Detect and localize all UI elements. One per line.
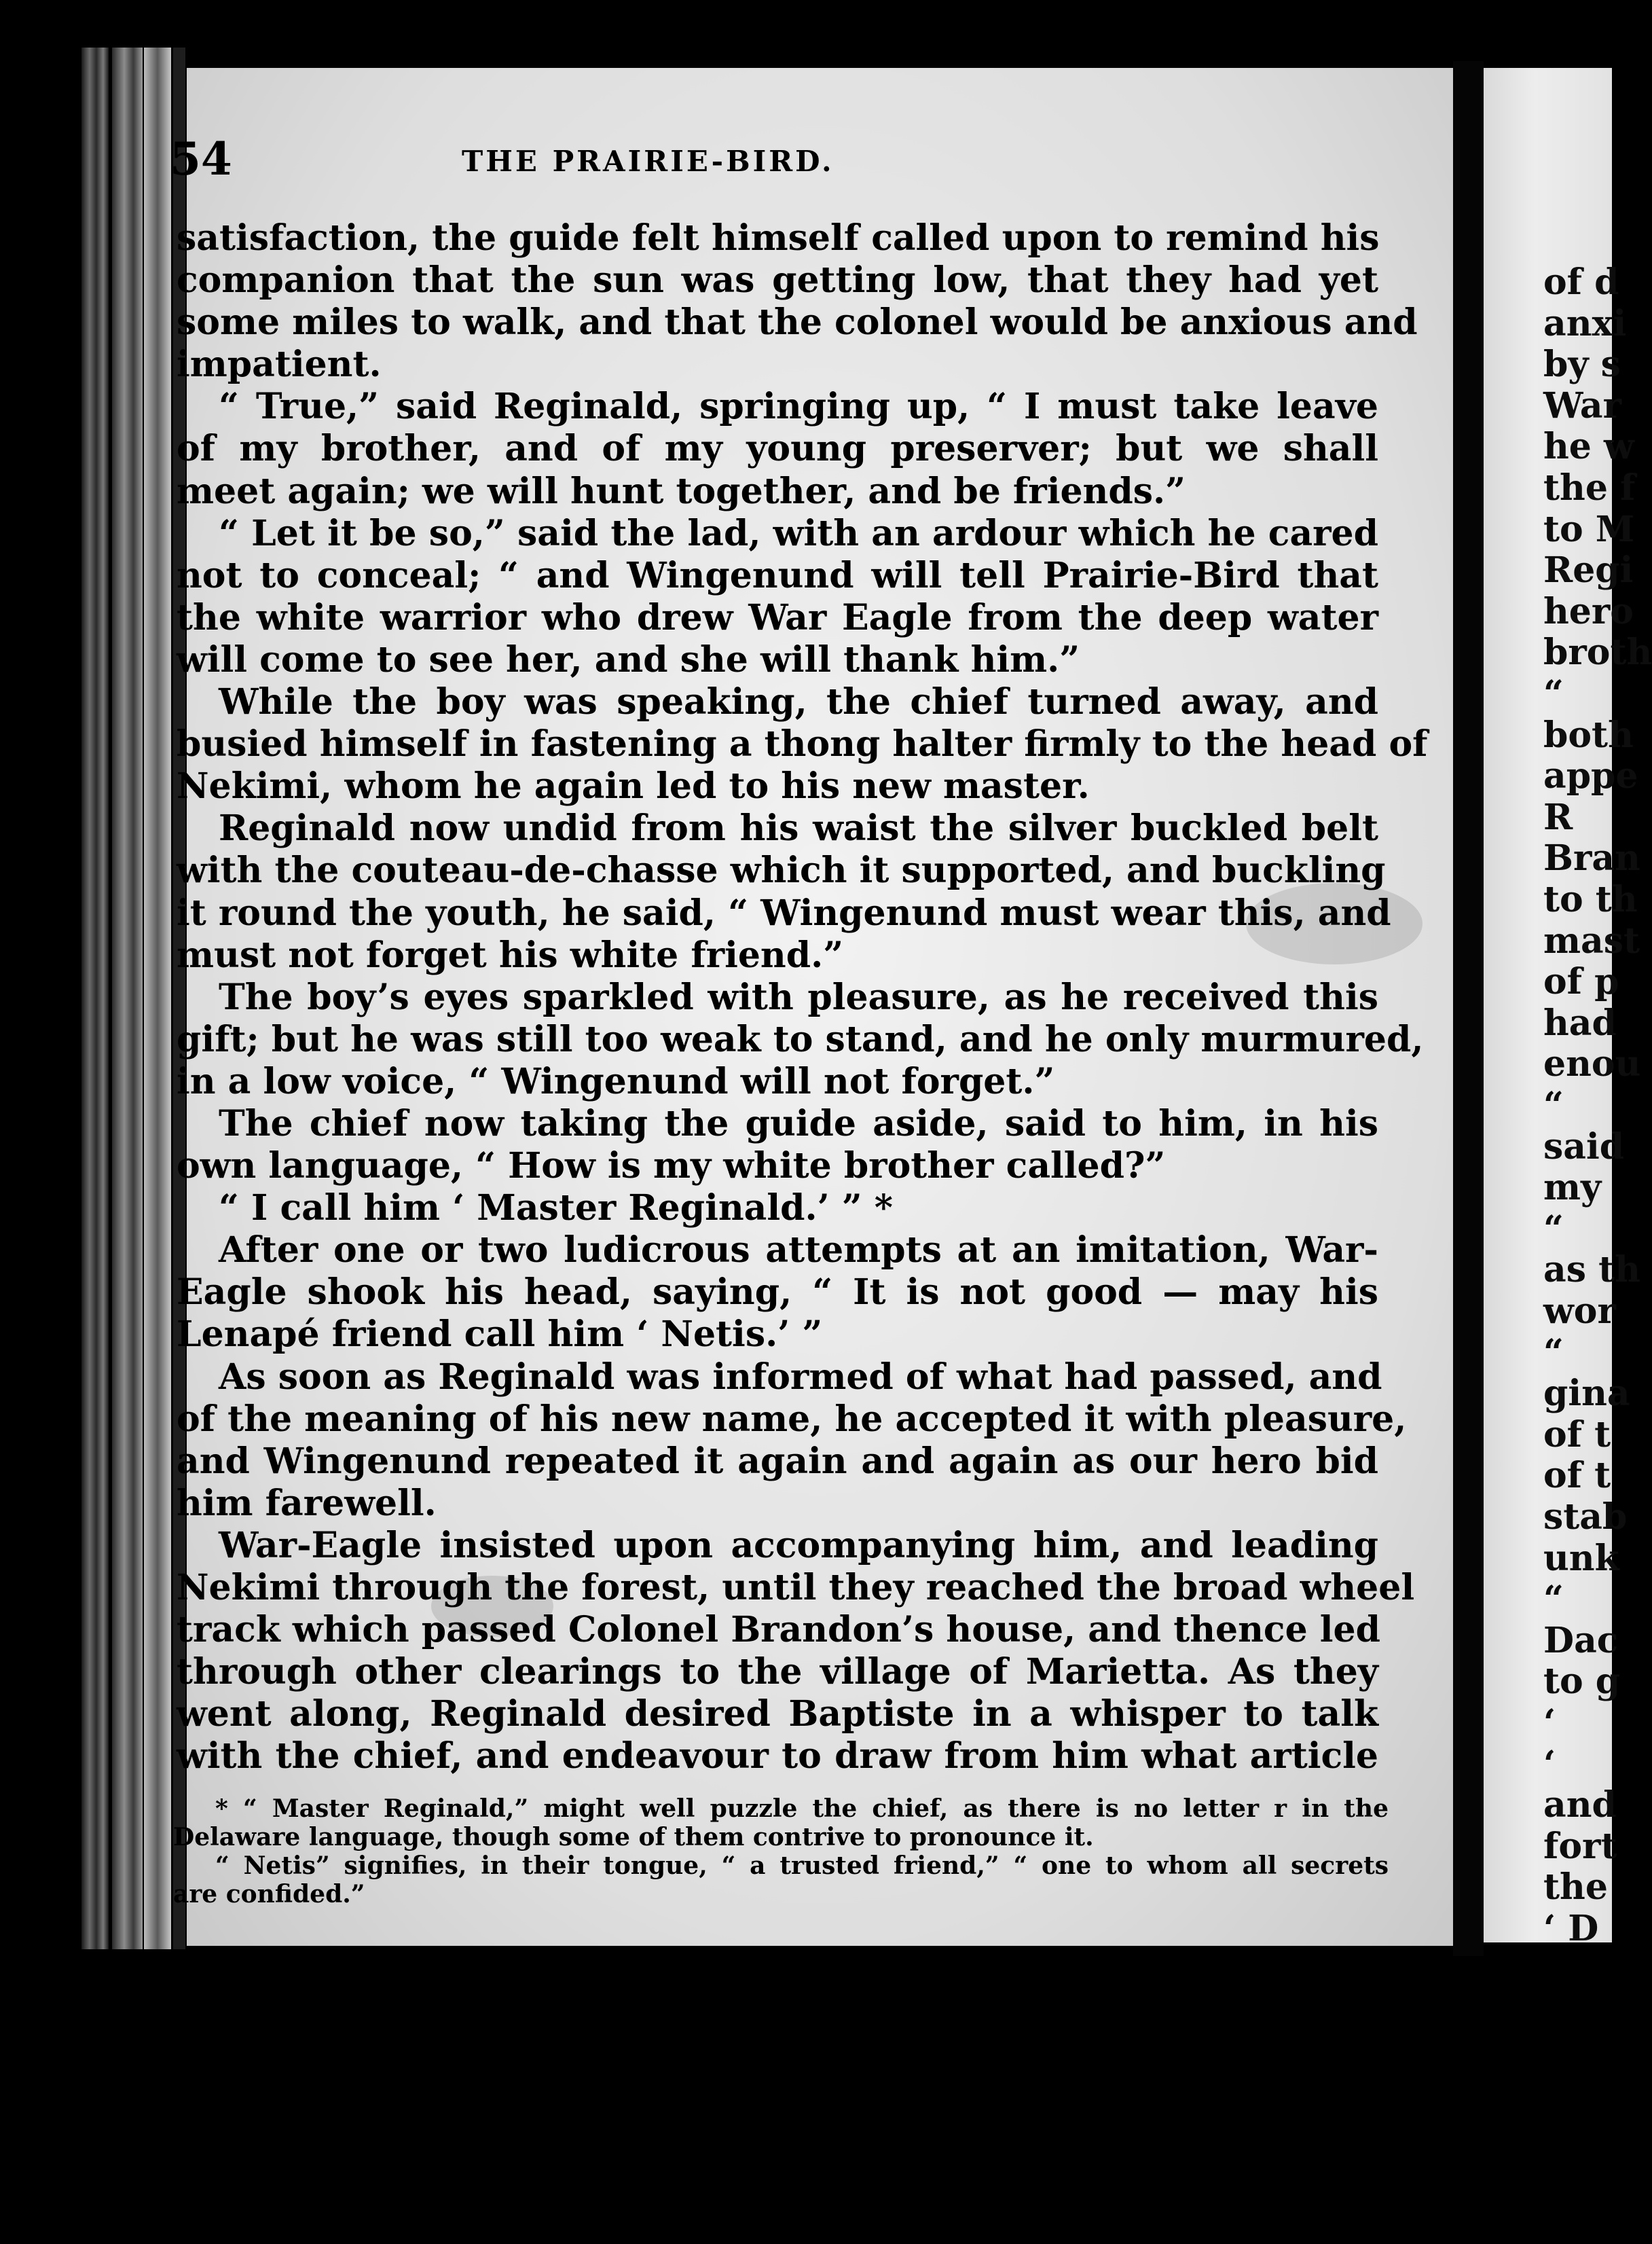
next-page-fragment: “ bbox=[1543, 1208, 1564, 1250]
text-line: Reginald now undid from his waist the silver buckled belt bbox=[219, 808, 1378, 850]
text-line: through other clearings to the village of Marietta. As they bbox=[177, 1651, 1378, 1693]
text-line: satisfaction, the guide felt himself called upon to remind his bbox=[177, 217, 1380, 259]
next-page-fragment: and bbox=[1543, 1784, 1617, 1826]
next-page-fragment: Dac bbox=[1543, 1619, 1619, 1661]
footnote-line: “ Netis” signifies, in their tongue, “ a trusted friend,” “ one to whom all secrets bbox=[215, 1851, 1389, 1880]
next-page-fragment: ‘ bbox=[1543, 1743, 1556, 1785]
next-page-fragment: stab bbox=[1543, 1496, 1628, 1538]
next-page-edge bbox=[1484, 68, 1652, 1949]
text-line: track which passed Colonel Brandon’s house, and thence led bbox=[177, 1609, 1380, 1651]
text-line: War-Eagle insisted upon accompanying him, and leading bbox=[219, 1524, 1378, 1566]
next-page-fragment: hero bbox=[1543, 590, 1634, 632]
next-page-fragment: of t bbox=[1543, 1455, 1611, 1497]
next-page-fragment: had bbox=[1543, 1002, 1617, 1044]
book-edge bbox=[81, 48, 109, 1949]
text-line: the white warrior who drew War Eagle from the deep water bbox=[177, 596, 1378, 638]
next-page-fragment: “ bbox=[1543, 1331, 1564, 1373]
next-page-fragment: appe bbox=[1543, 755, 1638, 797]
next-page-fragment: to M bbox=[1543, 508, 1635, 550]
text-line: and Wingenund repeated it again and again as our hero bid bbox=[177, 1440, 1378, 1482]
text-line: impatient. bbox=[177, 344, 382, 386]
text-line: him farewell. bbox=[177, 1482, 437, 1524]
footnote-line: are confided.” bbox=[173, 1880, 365, 1908]
text-line: busied himself in fastening a thong halter firmly to the head of bbox=[177, 723, 1428, 765]
next-page-fragment: of p bbox=[1543, 961, 1619, 1003]
text-line: with the couteau-de-chasse which it supported, and buckling bbox=[177, 850, 1386, 892]
next-page-fragment: ‘ bbox=[1543, 1702, 1556, 1743]
text-line: of my brother, and of my young preserver; but we shall bbox=[177, 428, 1378, 470]
next-page-fragment: “ bbox=[1543, 673, 1564, 714]
text-line: companion that the sun was getting low, that they had yet bbox=[177, 259, 1378, 302]
text-line: gift; but he was still too weak to stand, and he only murmured, bbox=[177, 1018, 1424, 1060]
text-line: “ True,” said Reginald, springing up, “ I must take leave bbox=[219, 386, 1378, 428]
next-page-fragment: as th bbox=[1543, 1249, 1640, 1291]
text-line: must not forget his white friend.” bbox=[177, 934, 844, 976]
next-page-fragment: unk bbox=[1543, 1537, 1619, 1579]
text-line: it round the youth, he said, “ Wingenund must wear this, and bbox=[177, 892, 1391, 934]
text-line: Nekimi through the forest, until they reached the broad wheel bbox=[177, 1567, 1415, 1608]
text-line: of the meaning of his new name, he accepted it with pleasure, bbox=[177, 1398, 1407, 1440]
text-line: not to conceal; “ and Wingenund will tell Prairie-Bird that bbox=[177, 554, 1378, 596]
text-line: “ I call him ‘ Master Reginald.’ ” * bbox=[219, 1187, 893, 1229]
next-page-fragment: R bbox=[1543, 796, 1573, 838]
next-page-fragment: both bbox=[1543, 714, 1634, 756]
book-edge bbox=[112, 48, 143, 1949]
next-page-fragment: the f bbox=[1543, 467, 1636, 509]
body-text bbox=[177, 217, 1428, 1777]
next-page-fragment: War bbox=[1543, 384, 1621, 427]
text-line: As soon as Reginald was informed of what had passed, and bbox=[219, 1356, 1382, 1398]
next-page-fragment: of t bbox=[1543, 1413, 1611, 1455]
running-head: THE PRAIRIE-BIRD. bbox=[462, 145, 834, 178]
next-page-fragment: by s bbox=[1543, 344, 1621, 386]
footnotes bbox=[173, 1794, 1389, 1908]
next-page-fragment: ‘ D bbox=[1543, 1908, 1599, 1949]
page-header bbox=[170, 132, 1392, 194]
next-page-fragment: of d bbox=[1543, 261, 1619, 303]
next-page-fragment: to g bbox=[1543, 1661, 1621, 1703]
next-page-fragment: the bbox=[1543, 1866, 1608, 1908]
text-line: While the boy was speaking, the chief turned away, and bbox=[219, 681, 1378, 723]
next-page-fragment: to th bbox=[1543, 879, 1638, 920]
page-number: 54 bbox=[170, 132, 232, 185]
next-page-fragment: my bbox=[1543, 1167, 1602, 1209]
next-page-fragment: Bran bbox=[1543, 837, 1640, 880]
footnote-line: Delaware language, though some of them contrive to pronounce it. bbox=[173, 1823, 1094, 1851]
next-page-fragment: said bbox=[1543, 1125, 1625, 1168]
next-page-fragment: anxi bbox=[1543, 302, 1627, 344]
text-line: in a low voice, “ Wingenund will not forget.” bbox=[177, 1060, 1055, 1102]
text-line: meet again; we will hunt together, and be friends.” bbox=[177, 470, 1186, 512]
next-page-fragment: mast bbox=[1543, 920, 1640, 962]
text-line: Lenapé friend call him ‘ Netis.’ ” bbox=[177, 1314, 823, 1356]
text-line: Nekimi, whom he again led to his new master. bbox=[177, 765, 1090, 808]
text-line: “ Let it be so,” said the lad, with an ardour which he cared bbox=[219, 512, 1378, 554]
book-spine bbox=[1453, 61, 1484, 1956]
next-page-fragment: enou bbox=[1543, 1043, 1641, 1085]
next-page-fragment: gina bbox=[1543, 1373, 1630, 1415]
next-page-fragment: “ bbox=[1543, 1085, 1564, 1126]
text-line: with the chief, and endeavour to draw from him what article bbox=[177, 1735, 1378, 1777]
text-line: will come to see her, and she will thank him.” bbox=[177, 638, 1080, 681]
text-line: own language, “ How is my white brother called?” bbox=[177, 1145, 1166, 1187]
next-page-fragment: “ bbox=[1543, 1578, 1564, 1621]
book-edge bbox=[144, 48, 171, 1949]
text-line: The boy’s eyes sparkled with pleasure, as he received this bbox=[219, 976, 1378, 1018]
next-page-fragment: Regi bbox=[1543, 549, 1634, 592]
text-line: The chief now taking the guide aside, said to him, in his bbox=[219, 1102, 1378, 1144]
next-page-fragment: wor bbox=[1543, 1290, 1616, 1332]
text-line: After one or two ludicrous attempts at an imitation, War- bbox=[219, 1229, 1378, 1271]
text-line: Eagle shook his head, saying, “ It is not good — may his bbox=[177, 1271, 1378, 1314]
next-page-fragment: fort bbox=[1543, 1825, 1617, 1867]
next-page-fragment: he w bbox=[1543, 426, 1634, 468]
footnote-line: * “ Master Reginald,” might well puzzle the chief, as there is no letter r in the bbox=[215, 1794, 1389, 1823]
next-page-fragment: broth bbox=[1543, 632, 1652, 674]
text-line: some miles to walk, and that the colonel would be anxious and bbox=[177, 302, 1418, 344]
text-line: went along, Reginald desired Baptiste in a whisper to talk bbox=[177, 1693, 1378, 1735]
